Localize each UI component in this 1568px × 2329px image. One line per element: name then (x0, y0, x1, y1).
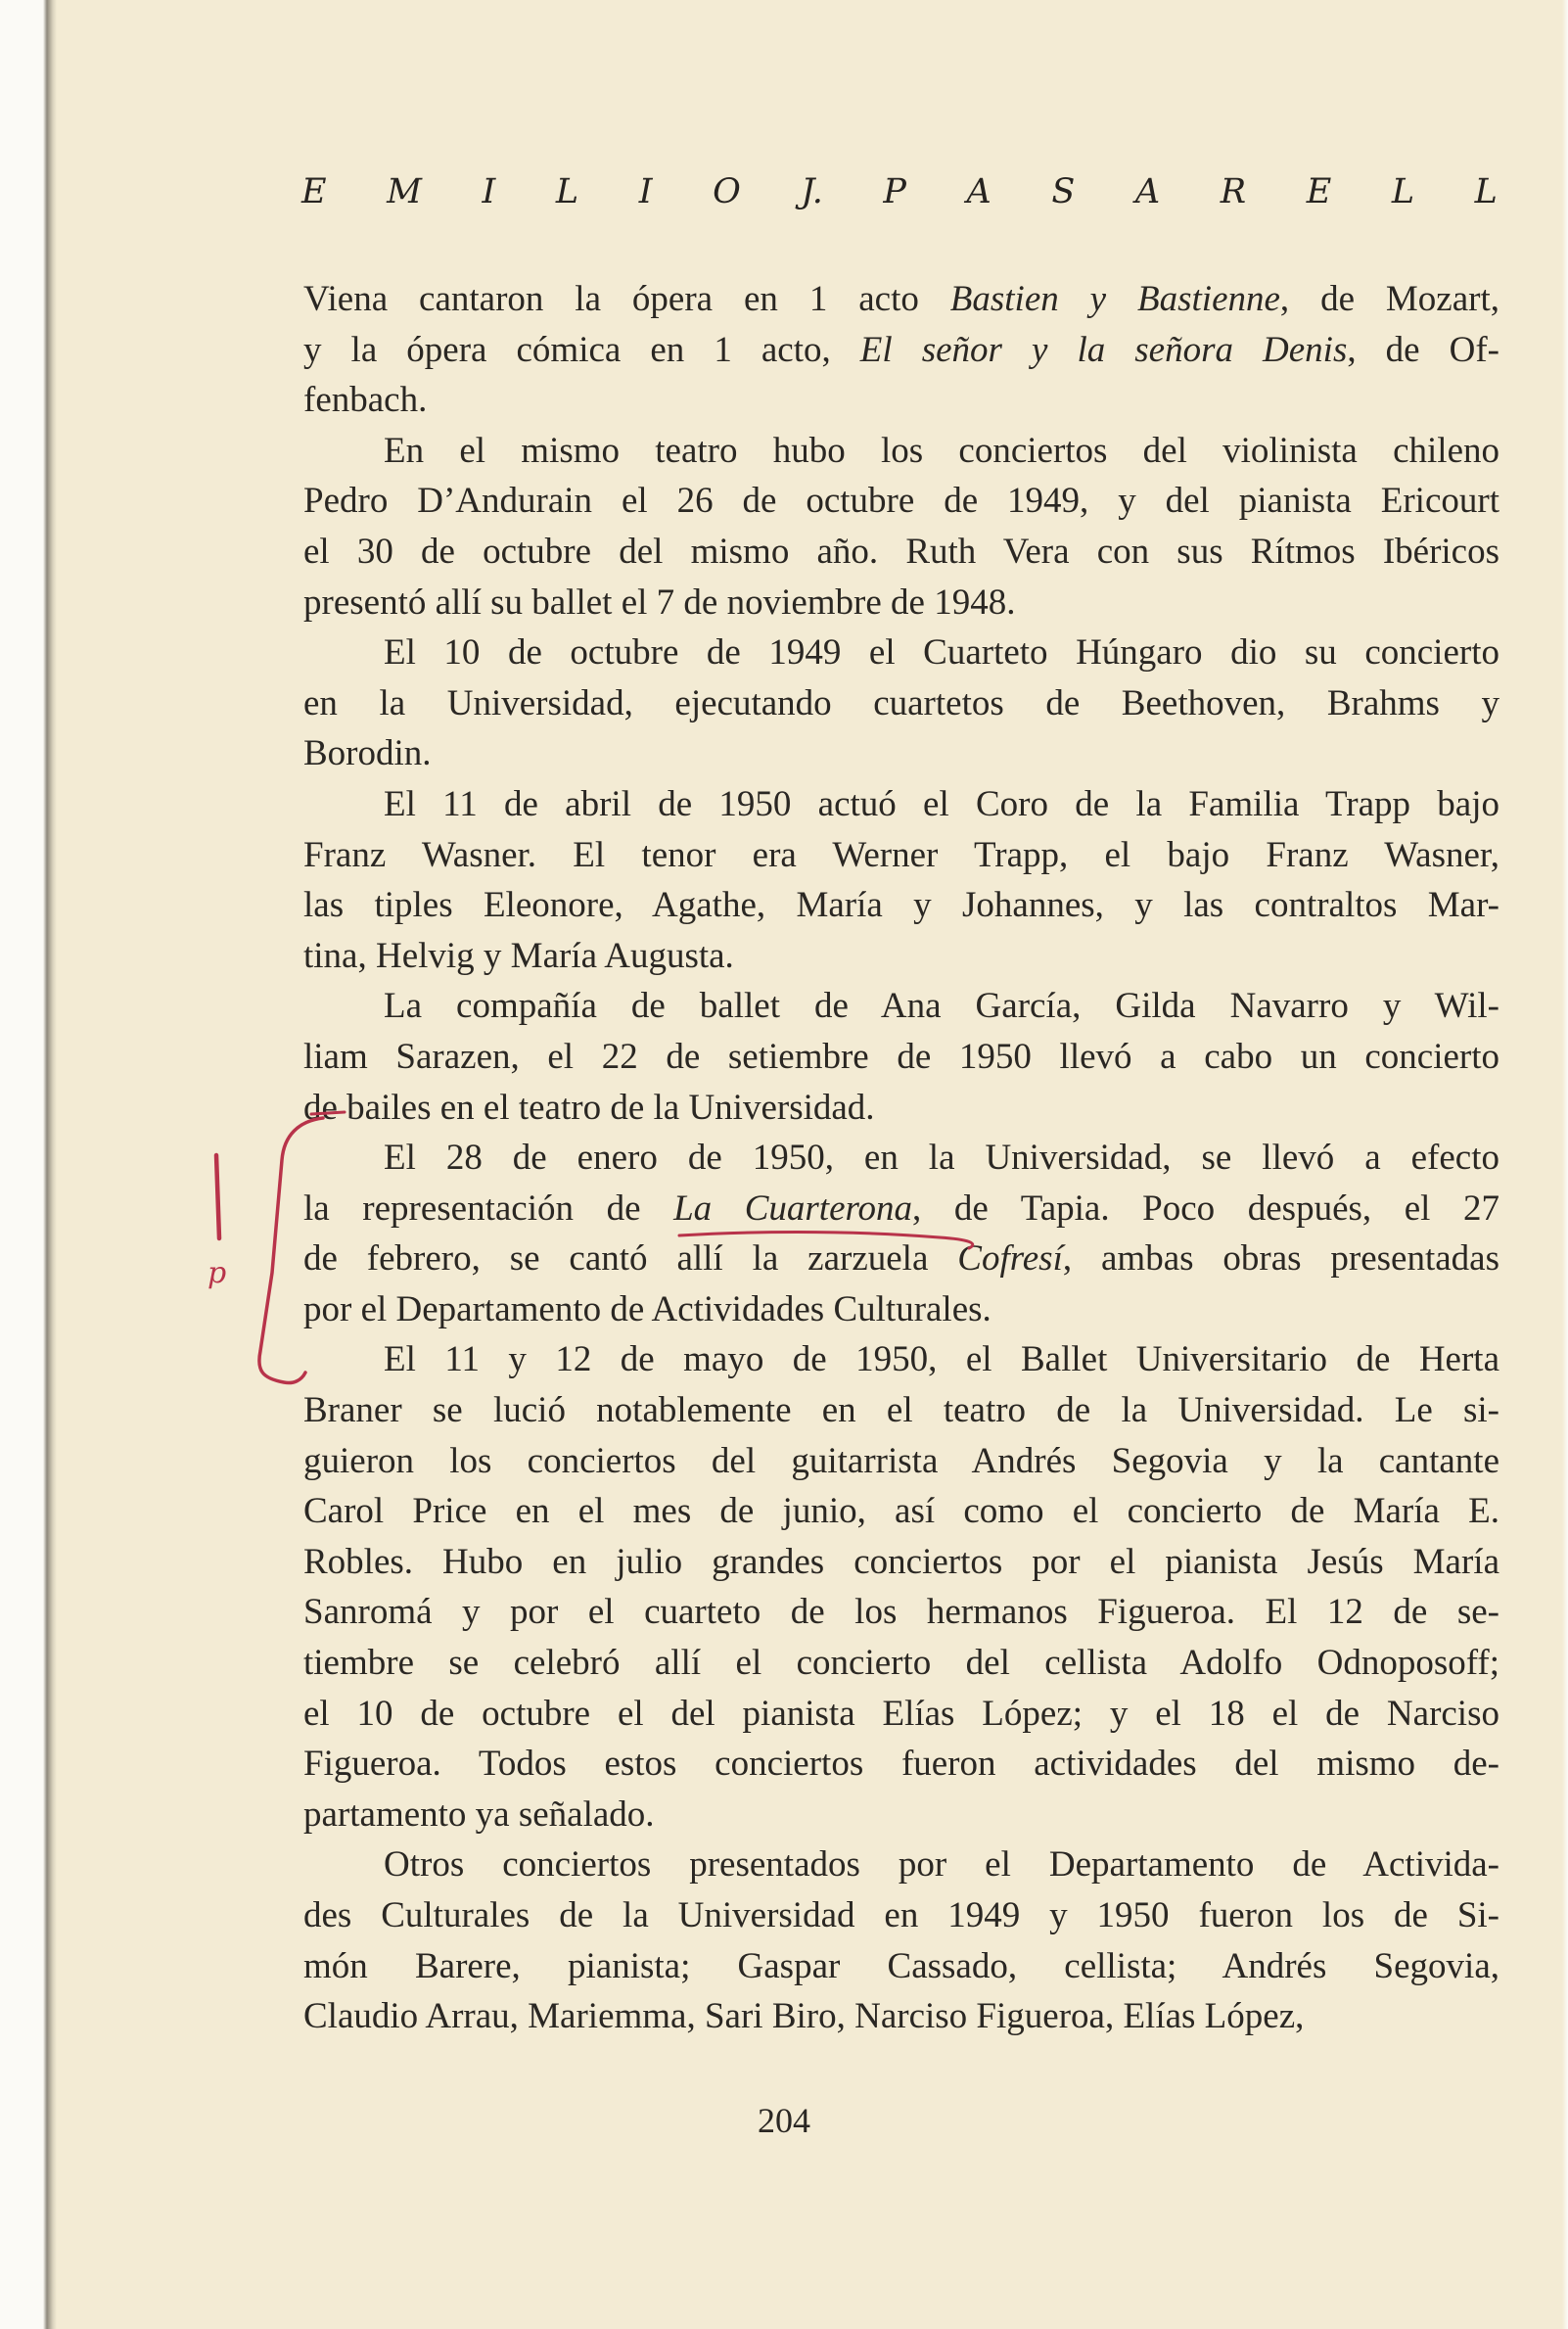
text-run: El 11 de abril de 1950 actuó el Coro de la Familia Trapp bajo (384, 783, 1499, 824)
text-run: món Barere, pianista; Gaspar Cassado, cellista; Andrés Segovia, (303, 1945, 1499, 1986)
text-line (303, 1385, 1499, 1436)
text-line (303, 830, 1499, 881)
text-line (303, 628, 1499, 678)
text-run: El 10 de octubre de 1949 el Cuarteto Húngaro dio su concierto (384, 632, 1499, 674)
text-line (303, 880, 1499, 931)
running-head-letter: L (1391, 172, 1415, 211)
paragraph (303, 1840, 1499, 2041)
text-run: La compañía de ballet de Ana García, Gilda Navarro y Wil- (384, 986, 1499, 1027)
text-run: Claudio Arrau, Mariemma, Sari Biro, Narciso Figueroa, Elías López, (303, 1996, 1305, 2037)
text-line (303, 1486, 1499, 1537)
running-head-letter: E (301, 172, 327, 211)
text-run: Sanromá y por el cuarteto de los hermanos Figueroa. El 12 de se- (303, 1592, 1499, 1633)
text-line (303, 325, 1499, 376)
text-line (303, 981, 1499, 1032)
text-line (303, 1284, 1499, 1335)
text-line (303, 1790, 1499, 1840)
text-run: el 10 de octubre el del pianista Elías López; y el 18 el de Narciso (303, 1693, 1499, 1734)
paragraph (303, 1334, 1499, 1840)
text-run: Figueroa. Todos estos conciertos fueron actividades del mismo de- (303, 1744, 1499, 1785)
text-run: des Culturales de la Universidad en 1949 y 1950 fueron los de Si- (303, 1895, 1499, 1935)
text-line (303, 1032, 1499, 1083)
italic-title: Cofresí (957, 1238, 1063, 1280)
text-run: , de Tapia. Poco después, el 27 (912, 1188, 1499, 1229)
text-run: de bailes en el teatro de la Universidad. (303, 1087, 875, 1128)
running-head-letter: E (1306, 172, 1332, 211)
text-run: de febrero, se cantó allí la zarzuela (303, 1238, 958, 1280)
text-run: Braner se lució notablemente en el teatro de la Universidad. Le si- (303, 1390, 1499, 1431)
text-run: , ambas obras presentadas (1062, 1238, 1499, 1280)
body-text (303, 274, 1499, 2042)
paragraph (303, 426, 1499, 628)
running-head-letter: O (713, 172, 741, 211)
text-line (303, 1739, 1499, 1790)
paragraph (303, 628, 1499, 779)
text-line (303, 274, 1499, 325)
paragraph (303, 981, 1499, 1133)
text-line (303, 1184, 1499, 1234)
text-run: el 30 de octubre del mismo año. Ruth Vera con sus Rítmos Ibéricos (303, 531, 1499, 572)
text-run: tiembre se celebró allí el concierto del cellista Adolfo Odnoposoff; (303, 1643, 1499, 1684)
text-run: guieron los conciertos del guitarrista Andrés Segovia y la cantante (303, 1440, 1499, 1481)
running-head-letter: J. (801, 172, 823, 211)
text-run: y la ópera cómica en 1 acto, (303, 329, 860, 370)
text-line (303, 1890, 1499, 1941)
text-run: Franz Wasner. El tenor era Werner Trapp, el bajo Franz Wasner, (303, 834, 1499, 875)
text-run: Otros conciertos presentados por el Departamento de Activida- (384, 1844, 1499, 1886)
text-line (303, 1234, 1499, 1284)
text-line (303, 476, 1499, 527)
text-run: Carol Price en el mes de junio, así como el concierto de María E. (303, 1491, 1499, 1532)
text-run: Pedro D’Andurain el 26 de octubre de 1949, y del pianista Ericourt (303, 481, 1499, 522)
text-run: las tiples Eleonore, Agathe, María y Johannes, y las contraltos Mar- (303, 885, 1499, 926)
running-head-letter: A (1134, 172, 1161, 211)
running-head-letter: I (638, 172, 653, 211)
text-line (303, 426, 1499, 477)
text-line (303, 779, 1499, 830)
text-run: Robles. Hubo en julio grandes conciertos por el pianista Jesús María (303, 1541, 1499, 1582)
text-line (303, 1991, 1499, 2042)
running-head-letter: R (1220, 172, 1247, 211)
running-head-letter: A (966, 172, 992, 211)
running-head-letter: P (883, 172, 906, 211)
text-run: Borodin. (303, 733, 432, 774)
text-line (303, 1334, 1499, 1385)
text-line (303, 578, 1499, 629)
text-line (303, 1941, 1499, 1992)
running-head-letter: I (482, 172, 496, 211)
page-number: 204 (758, 2101, 810, 2140)
italic-title: Bastien y Bastienne (949, 279, 1280, 319)
margin-letter: p (208, 1256, 227, 1290)
running-head (301, 170, 1498, 213)
text-line (303, 1840, 1499, 1890)
text-run: , de Mozart, (1279, 279, 1500, 319)
text-line (303, 678, 1499, 729)
text-line (303, 527, 1499, 578)
page-edge (1562, 0, 1568, 2329)
running-head-letter: L (555, 172, 579, 211)
text-run: fenbach. (303, 380, 428, 421)
text-run: El 28 de enero de 1950, en la Universidad, se llevó a efecto (384, 1138, 1499, 1179)
text-run: , de Of- (1347, 329, 1499, 370)
running-head-letter: M (387, 172, 422, 211)
binding-gutter (0, 0, 57, 2329)
text-run: partamento ya señalado. (303, 1793, 655, 1835)
paragraph (303, 779, 1499, 981)
text-line (303, 1133, 1499, 1184)
running-head-letter: S (1051, 172, 1076, 211)
text-line (303, 1638, 1499, 1689)
text-line (303, 1537, 1499, 1588)
text-line (303, 375, 1499, 426)
running-head-letter: L (1474, 172, 1498, 211)
text-line (303, 1587, 1499, 1638)
paragraph (303, 1133, 1499, 1334)
italic-title: El señor y la señora Denis (859, 329, 1348, 370)
text-run: En el mismo teatro hubo los conciertos del violinista chileno (384, 430, 1499, 471)
text-line (303, 728, 1499, 779)
text-run: en la Universidad, ejecutando cuartetos de Beethoven, Brahms y (303, 682, 1499, 723)
text-line (303, 931, 1499, 982)
paragraph (303, 274, 1499, 426)
margin-vertical-line (216, 1155, 219, 1238)
text-run: Viena cantaron la ópera en 1 acto (303, 279, 950, 319)
text-run: El 11 y 12 de mayo de 1950, el Ballet Universitario de Herta (384, 1339, 1499, 1380)
text-line (303, 1083, 1499, 1134)
text-run: la representación de (303, 1188, 674, 1229)
text-run: presentó allí su ballet el 7 de noviembre de 1948. (303, 582, 1016, 623)
text-run: liam Sarazen, el 22 de setiembre de 1950 llevó a cabo un concierto (303, 1036, 1499, 1077)
text-run: por el Departamento de Actividades Culturales. (303, 1288, 992, 1329)
text-line (303, 1689, 1499, 1740)
italic-title: La Cuarterona (673, 1188, 913, 1229)
text-line (303, 1436, 1499, 1487)
text-run: tina, Helvig y María Augusta. (303, 935, 734, 976)
